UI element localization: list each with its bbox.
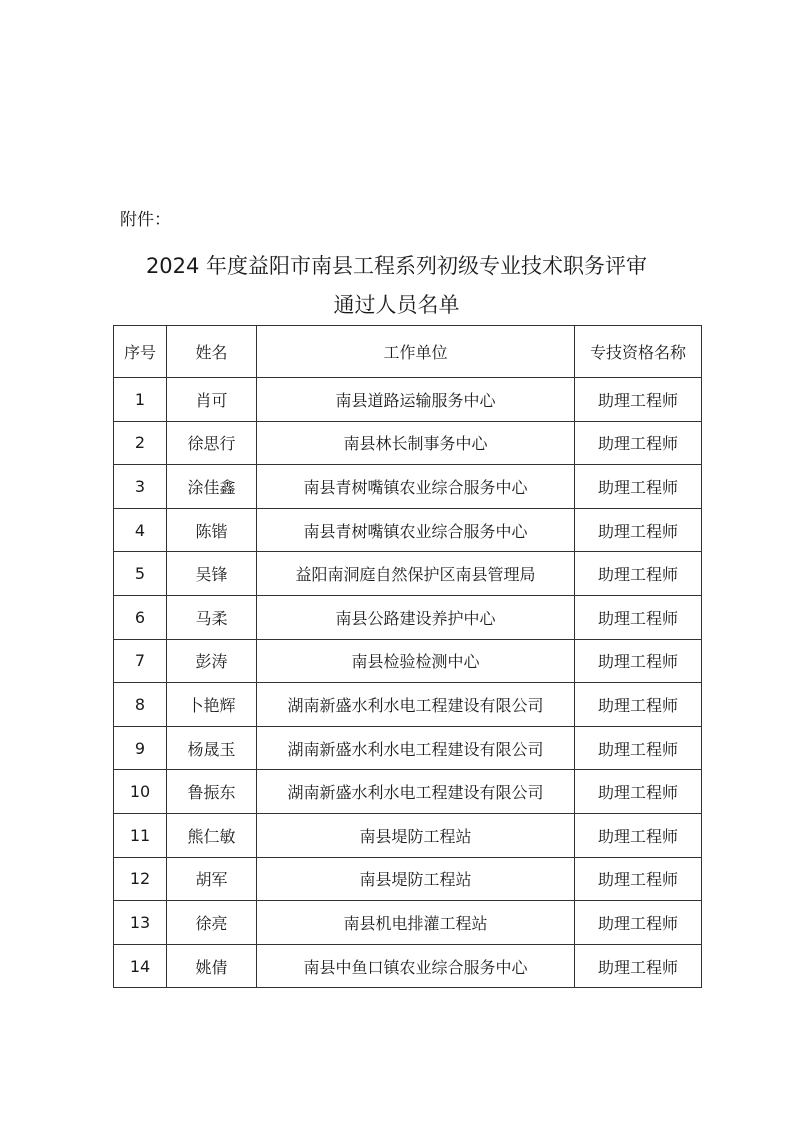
cell-work-unit: 南县堤防工程站 <box>257 857 575 901</box>
cell-work-unit: 南县堤防工程站 <box>257 813 575 857</box>
table-row <box>114 944 702 988</box>
cell-qualification: 助理工程师 <box>575 857 702 901</box>
cell-work-unit: 湖南新盛水利水电工程建设有限公司 <box>257 726 575 770</box>
cell-qualification: 助理工程师 <box>575 508 702 552</box>
header-row <box>114 326 702 378</box>
table-row <box>114 465 702 509</box>
cell-name: 肖可 <box>167 378 257 422</box>
cell-serial-number: 5 <box>114 552 167 596</box>
cell-name: 徐亮 <box>167 901 257 945</box>
header-qualification: 专技资格名称 <box>575 326 702 378</box>
table-row <box>114 552 702 596</box>
cell-serial-number: 9 <box>114 726 167 770</box>
cell-serial-number: 13 <box>114 901 167 945</box>
table-row <box>114 726 702 770</box>
cell-qualification: 助理工程师 <box>575 465 702 509</box>
cell-name: 马柔 <box>167 595 257 639</box>
cell-qualification: 助理工程师 <box>575 378 702 422</box>
cell-qualification: 助理工程师 <box>575 552 702 596</box>
cell-serial-number: 1 <box>114 378 167 422</box>
table-body <box>114 378 702 988</box>
cell-name: 彭涛 <box>167 639 257 683</box>
cell-serial-number: 7 <box>114 639 167 683</box>
cell-name: 鲁振东 <box>167 770 257 814</box>
cell-work-unit: 南县检验检测中心 <box>257 639 575 683</box>
cell-work-unit: 南县机电排灌工程站 <box>257 901 575 945</box>
cell-qualification: 助理工程师 <box>575 813 702 857</box>
cell-name: 杨晟玉 <box>167 726 257 770</box>
header-serial-number: 序号 <box>114 326 167 378</box>
table-row <box>114 639 702 683</box>
table-row <box>114 813 702 857</box>
header-name: 姓名 <box>167 326 257 378</box>
cell-serial-number: 14 <box>114 944 167 988</box>
document-title-line-1: 2024 年度益阳市南县工程系列初级专业技术职务评审 <box>145 254 648 278</box>
cell-work-unit: 南县中鱼口镇农业综合服务中心 <box>257 944 575 988</box>
table-row <box>114 770 702 814</box>
cell-work-unit: 南县道路运输服务中心 <box>257 378 575 422</box>
cell-work-unit: 南县林长制事务中心 <box>257 421 575 465</box>
document-title-line-2: 通过人员名单 <box>333 293 460 317</box>
cell-name: 陈锴 <box>167 508 257 552</box>
cell-work-unit: 南县青树嘴镇农业综合服务中心 <box>257 465 575 509</box>
cell-serial-number: 4 <box>114 508 167 552</box>
cell-serial-number: 3 <box>114 465 167 509</box>
cell-name: 吴锋 <box>167 552 257 596</box>
cell-work-unit: 湖南新盛水利水电工程建设有限公司 <box>257 683 575 727</box>
cell-serial-number: 12 <box>114 857 167 901</box>
cell-qualification: 助理工程师 <box>575 944 702 988</box>
cell-qualification: 助理工程师 <box>575 683 702 727</box>
cell-serial-number: 6 <box>114 595 167 639</box>
table-row <box>114 421 702 465</box>
cell-qualification: 助理工程师 <box>575 726 702 770</box>
cell-name: 徐思行 <box>167 421 257 465</box>
table-row <box>114 595 702 639</box>
cell-work-unit: 益阳南洞庭自然保护区南县管理局 <box>257 552 575 596</box>
table-header <box>114 326 702 378</box>
table-row <box>114 857 702 901</box>
cell-qualification: 助理工程师 <box>575 770 702 814</box>
cell-serial-number: 2 <box>114 421 167 465</box>
personnel-table <box>113 325 702 988</box>
table-row <box>114 901 702 945</box>
cell-name: 姚倩 <box>167 944 257 988</box>
cell-work-unit: 南县青树嘴镇农业综合服务中心 <box>257 508 575 552</box>
header-work-unit: 工作单位 <box>257 326 575 378</box>
cell-serial-number: 8 <box>114 683 167 727</box>
cell-qualification: 助理工程师 <box>575 421 702 465</box>
cell-name: 胡军 <box>167 857 257 901</box>
table-row <box>114 683 702 727</box>
cell-qualification: 助理工程师 <box>575 901 702 945</box>
attachment-label: 附件： <box>120 210 171 230</box>
cell-serial-number: 10 <box>114 770 167 814</box>
cell-serial-number: 11 <box>114 813 167 857</box>
cell-name: 熊仁敏 <box>167 813 257 857</box>
table-row <box>114 508 702 552</box>
cell-name: 卜艳辉 <box>167 683 257 727</box>
cell-name: 涂佳鑫 <box>167 465 257 509</box>
cell-qualification: 助理工程师 <box>575 639 702 683</box>
cell-work-unit: 南县公路建设养护中心 <box>257 595 575 639</box>
table-row <box>114 378 702 422</box>
cell-qualification: 助理工程师 <box>575 595 702 639</box>
cell-work-unit: 湖南新盛水利水电工程建设有限公司 <box>257 770 575 814</box>
